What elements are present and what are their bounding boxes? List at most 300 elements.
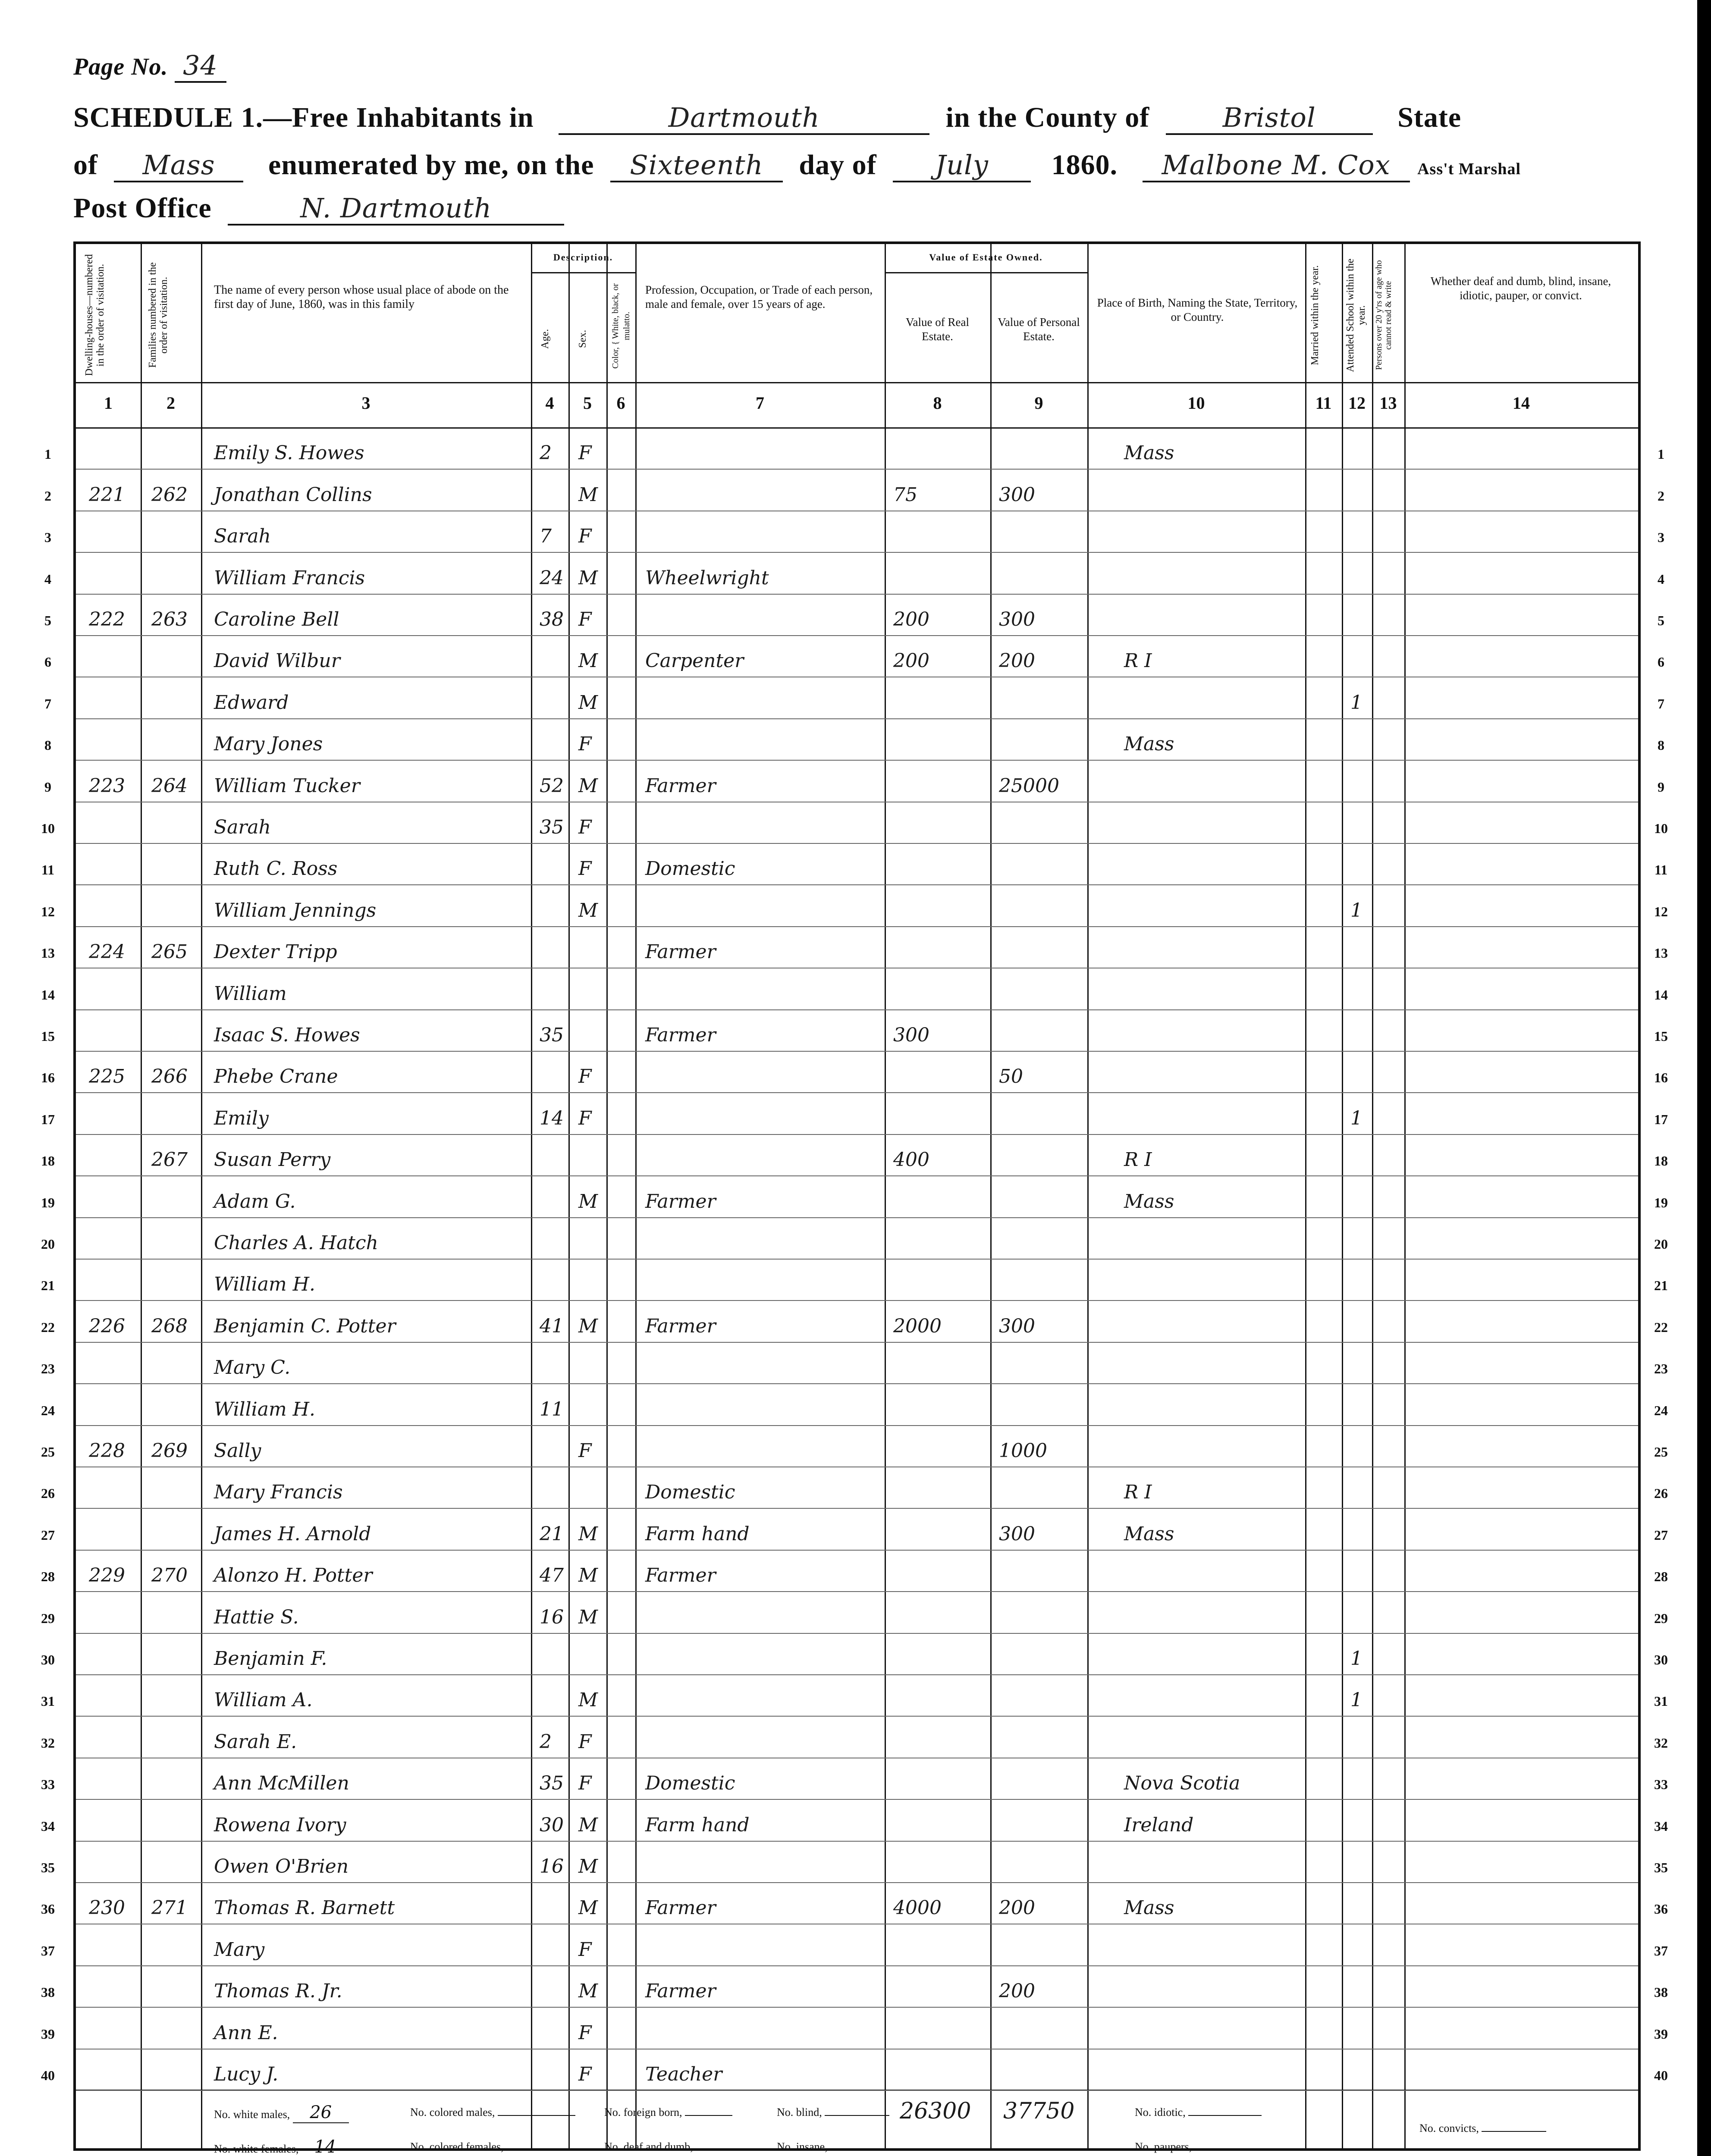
occupation-value: Farmer [645, 1980, 716, 2002]
sex-value: M [578, 1814, 598, 1836]
occupation-value: Farm hand [645, 1523, 750, 1545]
dwelling-number: 226 [89, 1315, 125, 1337]
person-name: Phebe Crane [214, 1065, 338, 1087]
person-name: Dexter Tripp [214, 941, 337, 963]
deaf-dumb-label: No. deaf and dumb, [604, 2140, 693, 2153]
sex-value: F [578, 858, 592, 880]
age-value: 7 [540, 525, 552, 547]
real-estate-value: 75 [893, 484, 917, 506]
row-number-right: 3 [1658, 530, 1664, 545]
school-mark: 1 [1350, 1689, 1363, 1711]
row-rule [76, 1051, 1638, 1052]
sex-value: M [578, 692, 598, 714]
row-number-right: 7 [1658, 696, 1664, 711]
occupation-value: Farmer [645, 1191, 716, 1213]
row-number-left: 13 [41, 945, 55, 961]
row-number-left: 36 [41, 1901, 55, 1917]
post-office-value: N. Dartmouth [228, 192, 564, 226]
state-value: Mass [114, 149, 243, 182]
age-value: 16 [540, 1606, 564, 1628]
person-name: Mary [214, 1939, 265, 1961]
occupation-value: Farmer [645, 775, 716, 797]
paupers-label: No. paupers, [1135, 2140, 1192, 2153]
sex-value: M [578, 567, 598, 589]
occupation-value: Domestic [645, 858, 735, 880]
dwelling-number: 223 [89, 775, 125, 797]
sex-value: M [578, 484, 598, 506]
sex-value: M [578, 1980, 598, 2002]
row-number-right: 39 [1654, 2026, 1668, 2042]
sex-value: M [578, 1564, 598, 1586]
col-head-family: Families numbered in the order of visitation. [147, 262, 170, 368]
birthplace-value: Nova Scotia [1124, 1772, 1240, 1794]
person-name: Isaac S. Howes [214, 1024, 360, 1046]
colored-males-tally [410, 2106, 575, 2119]
occupation-value: Farm hand [645, 1814, 750, 1836]
row-rule [76, 552, 1638, 553]
row-number-right: 20 [1654, 1236, 1668, 1252]
row-number-left: 14 [41, 987, 55, 1003]
row-rule [76, 1633, 1638, 1634]
col-head-disability: Whether deaf and dumb, blind, insane, idiotic, pauper, or convict. [1430, 275, 1611, 302]
real-estate-value: 4000 [893, 1897, 942, 1919]
col-head-personal-estate: Value of Personal Estate. [998, 316, 1080, 343]
sex-value: M [578, 1855, 598, 1877]
person-name: Thomas R. Jr. [214, 1980, 342, 2002]
row-number-left: 8 [44, 737, 51, 753]
row-number-left: 7 [44, 696, 51, 711]
row-number-right: 18 [1654, 1153, 1668, 1169]
sex-value: M [578, 650, 598, 672]
family-number: 270 [151, 1564, 188, 1586]
personal-estate-value: 300 [999, 1523, 1035, 1545]
marshal-signature: Malbone M. Cox [1143, 149, 1410, 182]
sex-value: F [578, 1731, 592, 1753]
row-rule [76, 1134, 1638, 1135]
person-name: Hattie S. [214, 1606, 299, 1628]
row-number-right: 27 [1654, 1527, 1668, 1543]
dwelling-number: 221 [89, 484, 125, 506]
row-number-left: 33 [41, 1777, 55, 1792]
idiotic-label: No. idiotic, [1135, 2106, 1186, 2118]
school-mark: 1 [1350, 1107, 1363, 1129]
row-rule [76, 1175, 1638, 1176]
paupers-tally [1135, 2140, 1268, 2153]
colored-females-label: No. colored females, [410, 2140, 504, 2153]
age-value: 30 [540, 1814, 564, 1836]
age-value: 52 [540, 775, 564, 797]
row-rule [76, 1841, 1638, 1842]
col-head-description: Description. [553, 252, 613, 263]
row-rule [76, 1009, 1638, 1010]
occupation-value: Farmer [645, 1024, 716, 1046]
row-number-left: 23 [41, 1361, 55, 1376]
row-number-right: 5 [1658, 613, 1664, 628]
person-name: William H. [214, 1273, 316, 1295]
row-number-right: 26 [1654, 1485, 1668, 1501]
row-number-left: 29 [41, 1611, 55, 1626]
person-name: William Jennings [214, 899, 377, 921]
age-value: 38 [540, 608, 564, 630]
row-number-right: 29 [1654, 1611, 1668, 1626]
birthplace-value: Mass [1124, 733, 1174, 755]
schedule-title-line [73, 101, 1461, 135]
row-number-left: 3 [44, 530, 51, 545]
person-name: James H. Arnold [214, 1523, 371, 1545]
row-number-left: 5 [44, 613, 51, 628]
row-rule [76, 1425, 1638, 1426]
sex-value: F [578, 442, 592, 464]
person-name: Sarah [214, 525, 271, 547]
row-rule [76, 1217, 1638, 1218]
age-value: 11 [540, 1398, 564, 1420]
personal-estate-value: 300 [999, 484, 1035, 506]
person-name: Emily [214, 1107, 269, 1129]
family-number: 264 [151, 775, 188, 797]
person-name: Thomas R. Barnett [214, 1897, 395, 1919]
col-head-illiterate: Persons over 20 y'rs of age who cannot read & write [1374, 260, 1393, 370]
family-number: 263 [151, 608, 188, 630]
col-number-8: 8 [933, 393, 942, 413]
real-estate-total: 26300 [900, 2098, 971, 2124]
row-number-left: 38 [41, 1984, 55, 2000]
occupation-value: Farmer [645, 1315, 716, 1337]
person-name: Caroline Bell [214, 608, 339, 630]
sex-value: M [578, 1315, 598, 1337]
personal-estate-value: 300 [999, 1315, 1035, 1337]
blind-tally [777, 2106, 889, 2119]
family-number: 262 [151, 484, 188, 506]
occupation-value: Teacher [645, 2063, 722, 2085]
row-rule [76, 1882, 1638, 1883]
personal-estate-value: 50 [999, 1065, 1023, 1087]
occupation-value: Wheelwright [645, 567, 769, 589]
real-estate-value: 300 [893, 1024, 929, 1046]
row-number-right: 19 [1654, 1195, 1668, 1210]
row-number-left: 16 [41, 1070, 55, 1085]
census-form [41, 241, 1668, 2156]
person-name: Susan Perry [214, 1149, 331, 1171]
col-number-1: 1 [104, 393, 113, 413]
person-name: Emily S. Howes [214, 442, 364, 464]
row-number-right: 2 [1658, 488, 1664, 504]
row-rule [76, 1383, 1638, 1384]
person-name: Mary Francis [214, 1481, 343, 1503]
col-head-value-group: Value of Estate Owned. [929, 252, 1043, 263]
sex-value: M [578, 899, 598, 921]
dwelling-number: 224 [89, 941, 125, 963]
row-number-right: 1 [1658, 446, 1664, 462]
real-estate-value: 200 [893, 650, 929, 672]
sex-value: M [578, 775, 598, 797]
deaf-dumb-tally [604, 2140, 743, 2153]
row-rule [76, 1259, 1638, 1260]
col-number-10: 10 [1187, 393, 1205, 413]
sex-value: M [578, 1897, 598, 1919]
col-number-7: 7 [756, 393, 764, 413]
school-mark: 1 [1350, 1648, 1363, 1670]
row-number-right: 6 [1658, 654, 1664, 670]
age-value: 24 [540, 567, 564, 589]
age-value: 21 [540, 1523, 564, 1545]
sex-value: F [578, 1939, 592, 1961]
county-value: Bristol [1166, 102, 1373, 135]
row-rule [76, 1591, 1638, 1592]
row-number-left: 32 [41, 1735, 55, 1751]
birthplace-value: R I [1124, 650, 1152, 672]
blind-label: No. blind, [777, 2106, 822, 2118]
age-value: 35 [540, 1024, 564, 1046]
birthplace-value: Mass [1124, 1523, 1174, 1545]
row-number-left: 19 [41, 1195, 55, 1210]
day-of-label: day of [799, 149, 877, 181]
school-mark: 1 [1350, 692, 1363, 714]
age-value: 41 [540, 1315, 564, 1337]
marshal-label: Ass't Marshal [1417, 160, 1521, 178]
col-number-13: 13 [1379, 393, 1397, 413]
occupation-value: Farmer [645, 1897, 716, 1919]
township-value: Dartmouth [559, 102, 929, 135]
enumeration-line [73, 149, 1521, 182]
col-head-sex: Sex. [577, 330, 588, 348]
age-value: 2 [540, 1731, 552, 1753]
real-estate-value: 200 [893, 608, 929, 630]
row-number-left: 20 [41, 1236, 55, 1252]
col-number-3: 3 [361, 393, 370, 413]
row-number-left: 11 [41, 862, 55, 877]
age-value: 35 [540, 816, 564, 838]
colored-females-tally [410, 2140, 575, 2153]
person-name: Sarah E. [214, 1731, 297, 1753]
page-number-line [73, 50, 226, 83]
row-number-right: 17 [1654, 1112, 1668, 1127]
person-name: Ann E. [214, 2022, 278, 2044]
person-name: Rowena Ivory [214, 1814, 346, 1836]
row-number-right: 25 [1654, 1444, 1668, 1460]
col-number-12: 12 [1348, 393, 1366, 413]
sex-value: M [578, 1191, 598, 1213]
age-value: 2 [540, 442, 552, 464]
person-name: Ann McMillen [214, 1772, 349, 1794]
person-name: David Wilbur [214, 650, 340, 672]
occupation-value: Domestic [645, 1481, 735, 1503]
insane-label: No. insane, [777, 2140, 828, 2153]
personal-estate-value: 200 [999, 1897, 1035, 1919]
col-number-6: 6 [616, 393, 625, 413]
age-value: 16 [540, 1855, 564, 1877]
sex-value: F [578, 1440, 592, 1462]
row-number-left: 34 [41, 1818, 55, 1834]
day-value: Sixteenth [610, 149, 783, 182]
family-number: 268 [151, 1315, 188, 1337]
person-name: Lucy J. [214, 2063, 279, 2085]
age-value: 14 [540, 1107, 564, 1129]
row-number-right: 22 [1654, 1319, 1668, 1335]
convicts-tally [1419, 2122, 1546, 2135]
row-number-left: 30 [41, 1652, 55, 1667]
row-number-left: 4 [44, 571, 51, 587]
row-number-left: 37 [41, 1943, 55, 1959]
real-estate-value: 2000 [893, 1315, 942, 1337]
sex-value: M [578, 1606, 598, 1628]
row-number-right: 33 [1654, 1777, 1668, 1792]
personal-estate-total: 37750 [1003, 2098, 1075, 2124]
person-name: Sally [214, 1440, 261, 1462]
insane-tally [777, 2140, 895, 2153]
row-number-left: 28 [41, 1569, 55, 1584]
foreign-born-label: No. foreign born, [604, 2106, 682, 2118]
white-females-tally [214, 2137, 349, 2156]
row-number-right: 30 [1654, 1652, 1668, 1667]
row-number-left: 1 [44, 446, 51, 462]
row-number-left: 18 [41, 1153, 55, 1169]
row-number-right: 13 [1654, 945, 1668, 961]
personal-estate-value: 300 [999, 608, 1035, 630]
col-number-4: 4 [545, 393, 554, 413]
row-rule [76, 1674, 1638, 1675]
sex-value: F [578, 2022, 592, 2044]
row-number-left: 27 [41, 1527, 55, 1543]
col-number-5: 5 [583, 393, 592, 413]
row-number-left: 15 [41, 1028, 55, 1044]
sex-value: F [578, 2063, 592, 2085]
school-mark: 1 [1350, 899, 1363, 921]
dwelling-number: 225 [89, 1065, 125, 1087]
birthplace-value: R I [1124, 1149, 1152, 1171]
row-number-right: 23 [1654, 1361, 1668, 1376]
row-rule [76, 594, 1638, 595]
page-number: 34 [175, 50, 226, 83]
row-number-left: 25 [41, 1444, 55, 1460]
row-rule [76, 635, 1638, 636]
birthplace-value: Mass [1124, 1191, 1174, 1213]
row-number-right: 31 [1654, 1693, 1668, 1709]
birthplace-value: Mass [1124, 1897, 1174, 1919]
row-number-left: 26 [41, 1485, 55, 1501]
col-head-married: Married within the year. [1309, 265, 1321, 365]
col-number-2: 2 [166, 393, 175, 413]
person-name: Owen O'Brien [214, 1855, 349, 1877]
col-number-11: 11 [1315, 393, 1332, 413]
personal-estate-value: 25000 [999, 775, 1059, 797]
sex-value: M [578, 1523, 598, 1545]
row-number-right: 37 [1654, 1943, 1668, 1959]
row-number-right: 16 [1654, 1070, 1668, 1085]
col-head-dwelling: Dwelling-houses—numbered in the order of visitation. [84, 254, 106, 376]
col-head-school: Attended School within the year. [1345, 258, 1367, 372]
state-label: State [1397, 102, 1462, 133]
dwelling-number: 222 [89, 608, 125, 630]
row-rule [76, 469, 1638, 470]
sex-value: F [578, 1065, 592, 1087]
col-head-name: The name of every person whose usual place of abode on the first day of June, 1860, was in this family [214, 283, 509, 311]
row-number-left: 2 [44, 488, 51, 504]
row-rule [76, 2007, 1638, 2008]
row-rule [76, 718, 1638, 719]
row-number-left: 35 [41, 1860, 55, 1875]
row-number-left: 24 [41, 1403, 55, 1418]
row-number-right: 12 [1654, 904, 1668, 919]
foreign-born-tally [604, 2106, 732, 2119]
person-name: Adam G. [214, 1191, 296, 1213]
person-name: William Francis [214, 567, 365, 589]
row-number-left: 9 [44, 779, 51, 795]
row-number-right: 8 [1658, 737, 1664, 753]
person-name: Mary C. [214, 1357, 291, 1379]
family-number: 266 [151, 1065, 188, 1087]
family-number: 267 [151, 1149, 188, 1171]
col-number-14: 14 [1513, 393, 1530, 413]
row-number-left: 31 [41, 1693, 55, 1709]
colored-males-label: No. colored males, [410, 2106, 495, 2118]
person-name: Charles A. Hatch [214, 1232, 378, 1254]
col-head-age: Age. [540, 329, 551, 349]
row-number-left: 39 [41, 2026, 55, 2042]
sex-value: F [578, 1107, 592, 1129]
row-number-right: 40 [1654, 2068, 1668, 2083]
person-name: Jonathan Collins [214, 484, 372, 506]
enumerated-label: enumerated by me, on the [268, 149, 594, 181]
row-number-left: 12 [41, 904, 55, 919]
sex-value: F [578, 525, 592, 547]
row-number-right: 28 [1654, 1569, 1668, 1584]
person-name: Alonzo H. Potter [214, 1564, 373, 1586]
family-number: 269 [151, 1440, 188, 1462]
row-rule [76, 1965, 1638, 1966]
row-number-right: 15 [1654, 1028, 1668, 1044]
row-number-right: 11 [1654, 862, 1668, 877]
row-rule [76, 1342, 1638, 1343]
sex-value: F [578, 816, 592, 838]
person-name: William A. [214, 1689, 313, 1711]
col-number-9: 9 [1034, 393, 1043, 413]
row-number-right: 14 [1654, 987, 1668, 1003]
person-name: Ruth C. Ross [214, 858, 338, 880]
occupation-value: Farmer [645, 941, 716, 963]
occupation-value: Domestic [645, 1772, 735, 1794]
row-rule [76, 1508, 1638, 1509]
row-rule [76, 926, 1638, 927]
personal-estate-value: 1000 [999, 1440, 1047, 1462]
schedule-label: SCHEDULE 1.—Free Inhabitants in [73, 102, 534, 133]
white-males-value: 26 [293, 2103, 349, 2123]
row-rule [76, 1092, 1638, 1093]
col-head-birthplace: Place of Birth, Naming the State, Territory, or Country. [1097, 296, 1298, 323]
row-number-right: 36 [1654, 1901, 1668, 1917]
row-number-right: 21 [1654, 1278, 1668, 1293]
birthplace-value: Ireland [1124, 1814, 1194, 1836]
dwelling-number: 230 [89, 1897, 125, 1919]
family-number: 265 [151, 941, 188, 963]
post-office-label: Post Office [73, 192, 212, 224]
person-name: Mary Jones [214, 733, 323, 755]
row-number-left: 10 [41, 821, 55, 836]
personal-estate-value: 200 [999, 1980, 1035, 2002]
birthplace-value: R I [1124, 1481, 1152, 1503]
age-value: 47 [540, 1564, 564, 1586]
row-rule [76, 760, 1638, 761]
birthplace-value: Mass [1124, 442, 1174, 464]
col-head-real-estate: Value of Real Estate. [906, 316, 969, 343]
row-number-left: 17 [41, 1112, 55, 1127]
month-value: July [893, 149, 1031, 182]
row-number-right: 10 [1654, 821, 1668, 836]
page-label: Page No. [73, 53, 168, 80]
page-edge [1697, 0, 1711, 2156]
sex-value: F [578, 733, 592, 755]
row-rule [76, 884, 1638, 885]
row-number-right: 35 [1654, 1860, 1668, 1875]
